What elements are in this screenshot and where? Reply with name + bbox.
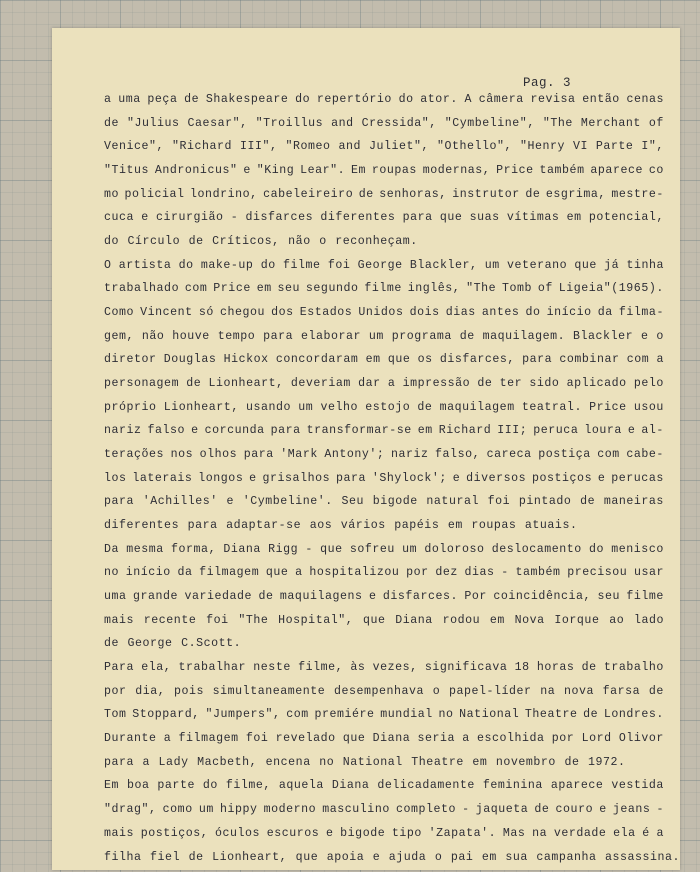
text-line: "Titus Andronicus" e "King Lear". Em roupas modernas, Price também aparece co <box>104 164 664 178</box>
text-line: nariz falso e corcunda para transformar-se em Richard III; peruca loura e al- <box>104 424 664 438</box>
text-line: de "Julius Caesar", "Troillus and Cressida", "Cymbeline", "The Merchant of <box>104 116 664 130</box>
text-line: mais postiços, óculos escuros e bigode tipo 'Zapata'. Mas na verdade ela é a <box>104 826 664 840</box>
page-body-text <box>104 88 681 869</box>
text-line: a uma peça de Shakespeare do repertório do ator. A câmera revisa então cenas <box>104 93 664 106</box>
text-line: de George C.Scott. <box>104 637 242 651</box>
text-line: para 'Achilles' e 'Cymbeline'. Seu bigode natural foi pintado de maneiras <box>104 495 664 509</box>
text-line: Durante a filmagem foi revelado que Diana seria a escolhida por Lord Olivor <box>104 732 664 746</box>
text-line: terações nos olhos para 'Mark Antony'; nariz falso, careca postiça com cabe- <box>104 448 664 462</box>
text-line: mais recente foi "The Hospital", que Diana rodou em Nova Iorque ao lado <box>104 613 664 627</box>
text-line: diretor Douglas Hickox concordaram em que os disfarces, para combinar com a <box>104 353 664 367</box>
text-line: do Círculo de Críticos, não o reconheçam. <box>104 235 418 249</box>
text-line: Como Vincent só chegou dos Estados Unidos dois dias antes do início da filma- <box>104 306 664 320</box>
text-line: por dia, pois simultaneamente desempenhava o papel-líder na nova farsa de <box>104 684 664 698</box>
text-line: trabalhado com Price em seu segundo filme inglês, "The Tomb of Ligeia"(1965). <box>104 282 664 296</box>
text-line: Tom Stoppard, "Jumpers", com premiére mundial no National Theatre de Londres. <box>104 708 664 722</box>
text-line: próprio Lionheart, usando um velho estojo de maquilagem teatral. Price usou <box>104 400 664 414</box>
text-line: mo policial londrino, cabeleireiro de senhoras, instrutor de esgrima, mestre- <box>104 187 664 201</box>
text-line: gem, não houve tempo para elaborar um programa de maquilagem. Blackler e o <box>104 329 664 343</box>
text-line: filha fiel de Lionheart, que apoia e ajuda o pai em sua campanha assassina. <box>104 850 681 864</box>
text-line: Da mesma forma, Diana Rigg - que sofreu um doloroso deslocamento do menisco <box>104 542 664 556</box>
text-line: uma grande variedade de maquilagens e disfarces. Por coincidência, seu filme <box>104 590 664 604</box>
text-line: "drag", como um hippy moderno masculino completo - jaqueta de couro e jeans - <box>104 803 664 817</box>
text-line: cuca e cirurgião - disfarces diferentes para que suas vítimas em potencial, <box>104 211 664 225</box>
text-line: O artista do make-up do filme foi George Blackler, um veterano que já tinha <box>104 258 664 272</box>
page-number: Pag. 3 <box>523 76 572 90</box>
text-line: no início da filmagem que a hospitalizou por dez dias - também precisou usar <box>104 566 664 580</box>
text-line: Venice", "Richard III", "Romeo and Juliet", "Othello", "Henry VI Parte I", <box>104 140 664 154</box>
text-line: diferentes para adaptar-se aos vários papéis em roupas atuais. <box>104 519 578 533</box>
text-line: para a Lady Macbeth, encena no National Theatre em novembro de 1972. <box>104 755 626 769</box>
text-line: personagem de Lionheart, deveriam dar a impressão de ter sido aplicado pelo <box>104 377 664 391</box>
text-line: los laterais longos e grisalhos para 'Shylock'; e diversos postiços e perucas <box>104 471 664 485</box>
text-line: Para ela, trabalhar neste filme, às vezes, significava 18 horas de trabalho <box>104 661 664 675</box>
text-line: Em boa parte do filme, aquela Diana delicadamente feminina aparece vestida <box>104 779 664 793</box>
